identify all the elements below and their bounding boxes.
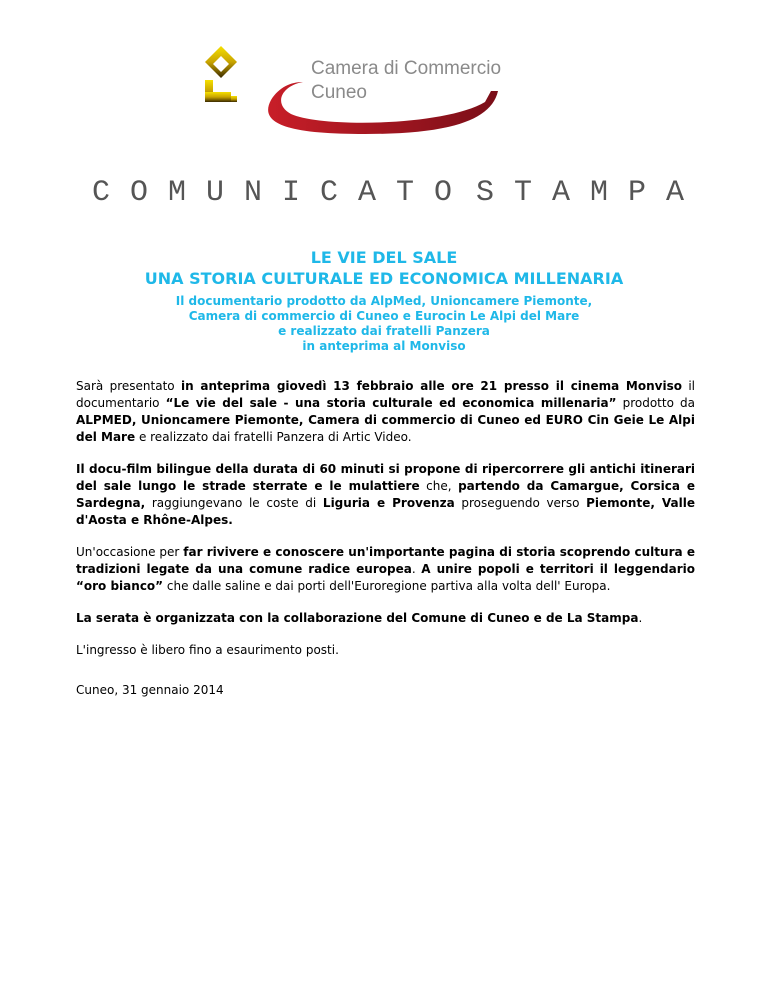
p3-text-a: Un'occasione per: [76, 545, 184, 559]
main-title: LE VIE DEL SALE: [310, 248, 458, 267]
paragraph-5: L'ingresso è libero fino a esaurimento posti.: [76, 643, 339, 657]
title-summary: [0, 294, 768, 354]
p1-text-b: in anteprima giovedì 13 febbraio alle ore 21 presso il cinema Monviso: [181, 379, 682, 393]
paragraph-4: [76, 610, 695, 627]
p4-text-a: La serata è organizzata con la collaborazione del Comune di Cuneo e de La Stampa: [76, 611, 639, 625]
p1-text-a: Sarà presentato: [76, 379, 181, 393]
summary-line-3: e realizzato dai fratelli Panzera: [278, 324, 490, 338]
article-body: [76, 378, 695, 674]
heading-word-2: STAMPA: [476, 176, 705, 210]
p2-text-g: Piemonte, Valle d'Aosta e Rhône-Alpes.: [76, 496, 696, 527]
heading-word-1: COMUNICATO: [92, 176, 473, 210]
summary-line-1: Il documentario prodotto da AlpMed, Unioncamere Piemonte,: [175, 294, 593, 308]
p3-text-c: .: [411, 562, 422, 576]
logo-text: [311, 57, 501, 105]
p3-text-d: A unire popoli e territori il leggendario “oro bianco”: [76, 562, 695, 593]
p1-text-c: il documentario: [76, 379, 696, 410]
p1-text-g: e realizzato dai fratelli Panzera di Artic Video.: [135, 430, 412, 444]
press-release-heading: [92, 176, 705, 210]
p1-text-e: prodotto da: [616, 396, 695, 410]
paragraph-2: [76, 461, 695, 529]
title-block: [0, 248, 768, 354]
p2-text-b: che,: [419, 479, 459, 493]
p3-text-e: che dalle saline e dai porti dell'Euroregione partiva alla volta dell' Europa.: [163, 579, 611, 593]
p2-text-a: Il docu-film bilingue della durata di 60 minuti si propone di ripercorrere gli antichi itinerari del sale lungo le strade sterrate e le mulattiere: [76, 462, 695, 493]
p2-text-d: raggiungevano le coste di: [145, 496, 323, 510]
summary-line-4: in anteprima al Monviso: [302, 339, 466, 353]
p2-text-e: Liguria e Provenza: [322, 496, 455, 510]
paragraph-3: [76, 544, 695, 595]
logo-line-1: Camera di Commercio: [311, 58, 502, 79]
main-subtitle: UNA STORIA CULTURALE ED ECONOMICA MILLENARIA: [144, 269, 624, 288]
p2-text-f: proseguendo verso: [454, 496, 587, 510]
logo-mark-icon: [205, 46, 237, 102]
release-date: Cuneo, 31 gennaio 2014: [76, 683, 224, 697]
p2-text-c: partendo da Camargue, Corsica e Sardegna,: [76, 479, 695, 510]
p1-text-f: ALPMED, Unioncamere Piemonte, Camera di commercio di Cuneo ed EURO Cin Geie Le Alpi del Mare: [76, 413, 695, 444]
p3-text-b: far rivivere e conoscere un'importante pagina di storia scoprendo cultura e tradizioni legate da una comune radice europea: [76, 545, 696, 576]
chamber-logo: [195, 38, 525, 138]
p1-text-d: “Le vie del sale - una storia culturale ed economica millenaria”: [165, 396, 617, 410]
summary-line-2: Camera di commercio di Cuneo e Eurocin Le Alpi del Mare: [188, 309, 580, 323]
p4-text-b: .: [638, 611, 643, 625]
paragraph-1: [76, 378, 695, 446]
logo-line-2: Cuneo: [311, 82, 367, 103]
